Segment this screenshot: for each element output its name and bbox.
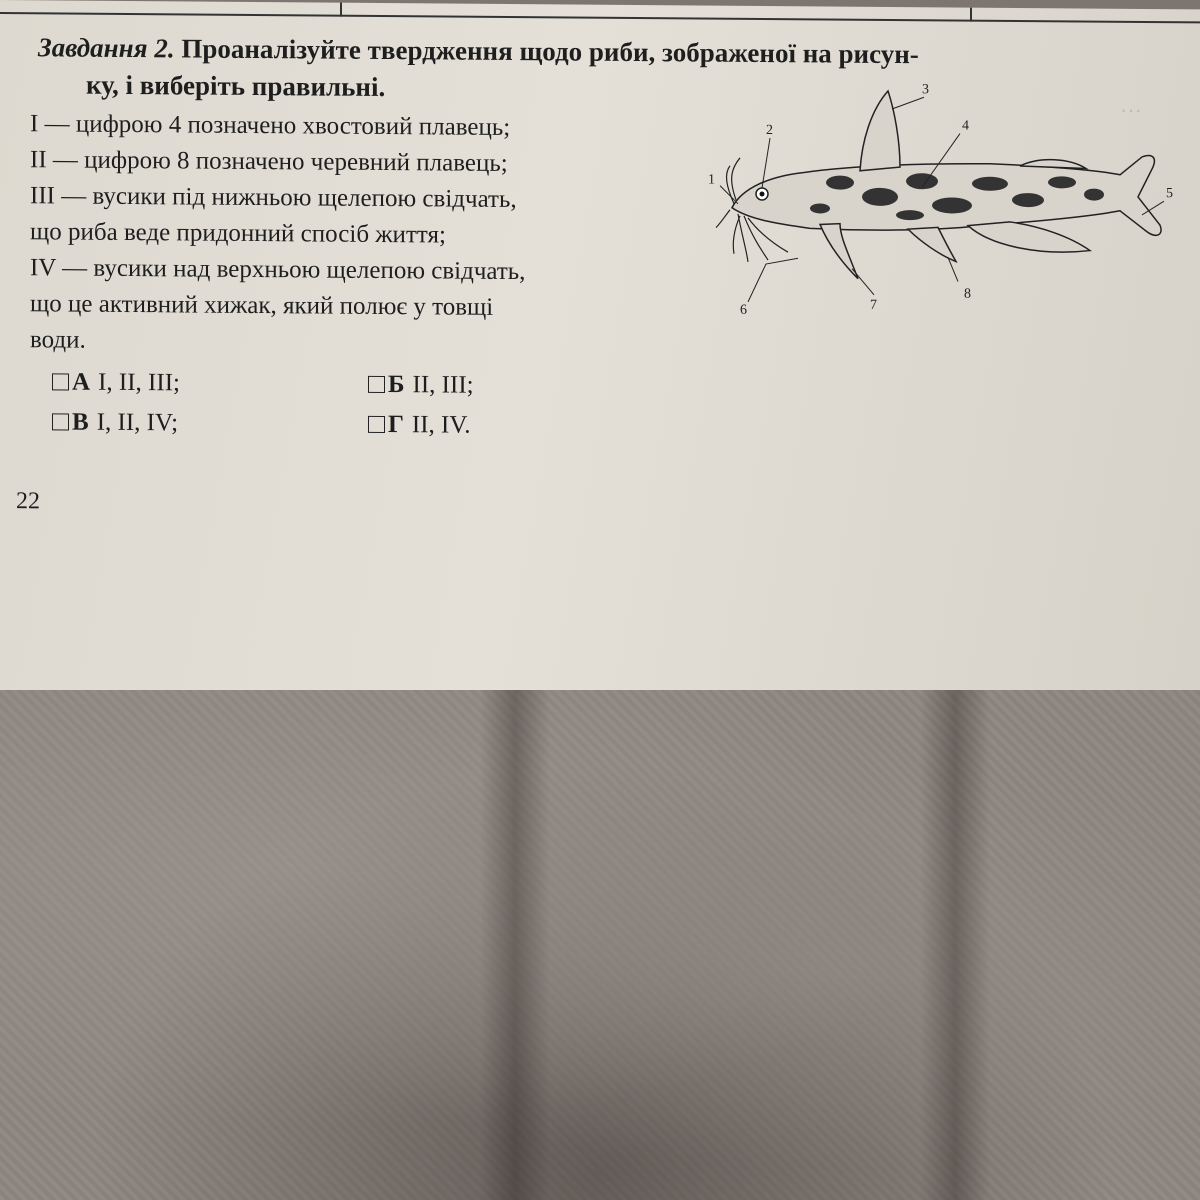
checkbox[interactable] xyxy=(52,413,69,430)
checkbox[interactable] xyxy=(52,373,69,390)
statement-4-cont: що це активний хижак, який полює у товщі xyxy=(30,290,494,321)
label-2: 2 xyxy=(766,123,773,139)
label-6: 6 xyxy=(740,302,747,318)
statement-3: III — вусики під нижньою щелепою свідчать, xyxy=(30,182,517,214)
option-v[interactable] xyxy=(52,408,178,437)
task-title-line2: ку, і виберіть правильні. xyxy=(86,69,386,103)
show-through-text: ··· xyxy=(1120,96,1142,122)
pectoral-fin xyxy=(820,223,858,278)
fish-drawing xyxy=(716,90,1161,281)
pelvic-fin xyxy=(908,227,956,261)
option-letter: Б xyxy=(388,371,405,399)
fabric-background xyxy=(0,690,1200,1200)
dorsal-fin xyxy=(860,91,900,171)
statement-4-end: води. xyxy=(30,326,86,354)
label-3: 3 xyxy=(922,82,929,98)
checkbox[interactable] xyxy=(368,376,385,393)
label-5: 5 xyxy=(1166,186,1173,202)
option-text: II, IV. xyxy=(411,411,471,439)
task-number: Завдання 2. xyxy=(38,32,175,64)
task-title xyxy=(38,32,919,70)
statement-2: II — цифрою 8 позначено черевний плавець; xyxy=(30,146,508,177)
option-b[interactable] xyxy=(368,371,474,400)
option-text: II, III; xyxy=(412,371,474,399)
option-letter: В xyxy=(72,408,89,436)
option-letter: Г xyxy=(388,411,404,439)
label-7: 7 xyxy=(870,297,877,313)
option-g[interactable] xyxy=(368,411,470,440)
task-title-line1: Проаналізуйте твердження щодо риби, зображеної на рисун- xyxy=(181,33,919,70)
checkbox[interactable] xyxy=(368,416,385,433)
fabric-fold xyxy=(920,690,990,1200)
page-number: 22 xyxy=(16,488,40,515)
label-1: 1 xyxy=(708,172,715,188)
label-8: 8 xyxy=(964,286,971,302)
option-text: I, II, III; xyxy=(98,368,180,397)
anal-fin xyxy=(968,222,1090,253)
statement-4: IV — вусики над верхньою щелепою свідчать, xyxy=(30,254,526,286)
fabric-fold xyxy=(480,690,550,1200)
option-letter: А xyxy=(72,368,91,396)
statement-1: I — цифрою 4 позначено хвостовий плавець; xyxy=(30,110,511,142)
statement-3-cont: що риба веде придонний спосіб життя; xyxy=(30,218,446,249)
label-4: 4 xyxy=(962,118,969,134)
fish-figure xyxy=(690,67,1190,331)
option-a[interactable] xyxy=(52,368,180,397)
option-text: I, II, IV; xyxy=(96,408,179,437)
